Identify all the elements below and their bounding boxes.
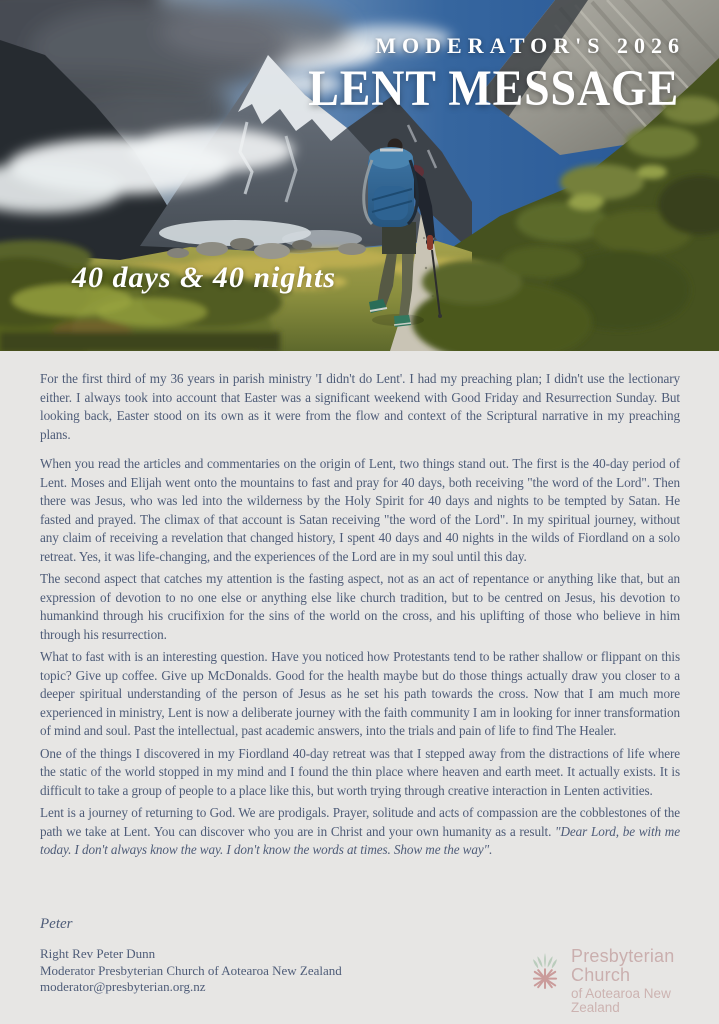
signature-role: Moderator Presbyterian Church of Aotearoa New Zealand — [40, 962, 342, 978]
hero-tagline: 40 days & 40 nights — [72, 261, 337, 294]
paragraph-3: The second aspect that catches my attention is the fasting aspect, not as an act of repentance or anything like that, but an expression of devotion to no one else or anything else like church tradition, but to be centred on Jesus, his devotion to humankind through his crucifixion for the sins of the world on the cross, and his uplifting of those who believe in him through his resurrection. — [40, 571, 680, 642]
paragraph-1: For the first third of my 36 years in parish ministry 'I didn't do Lent'. I had my preaching plan; I didn't use the lectionary either. I always took into account that Easter was a significant weekend with Good Friday and Resurrection Sunday. But looking back, Easter stood on its own as it were from the flow and context of the Scriptural narrative in my preaching plans. — [40, 371, 680, 442]
page-title: LENT MESSAGE — [308, 61, 679, 117]
paragraph-2: When you read the articles and commentaries on the origin of Lent, two things stand out. The first is the 40-day period of Lent. Moses and Elijah went onto the mountains to fast and pray for 40 days, both receiving "the word of the Lord". Then there was Jesus, who was led into the wilderness by the Holy Spirit for 40 days and nights to be tempted by Satan. He fasted and prayed. The climax of that account is Satan receiving "the word of the Lord". In my spiritual journey, without any claim of receiving a revelation that changed history, I spent 40 days and 40 nights in the wilds of Fiordland on a solo retreat. Yes, it was life-changing, and the experiences of the Lord are in my soul until this day. — [40, 456, 680, 564]
paragraph-5: One of the things I discovered in my Fiordland 40-day retreat was that I stepped away from the distractions of life where the static of the world stopped in my mind and I found the thin place where heaven and earth meet. It actually exists. It is difficult to take a group of people to a place like this, but worth trying through creative interaction in Lenten activities. — [40, 745, 680, 798]
burning-bush-logo-icon — [528, 950, 562, 992]
closing-prayer-quote: "Dear Lord, be with me today. I don't always know the way. I don't know the words at times. Show me the way". — [40, 823, 680, 857]
church-logo — [528, 947, 719, 1015]
signature-title: Right Rev Peter Dunn — [40, 946, 156, 961]
hero-image — [0, 0, 719, 351]
signature-email: moderator@presbyterian.org.nz — [40, 979, 206, 994]
logo-name: Presbyterian Church — [571, 946, 675, 985]
paragraph-6 — [40, 804, 680, 860]
hero-kicker: MODERATOR'S 2026 — [375, 33, 685, 58]
logo-subname: of Aotearoa New Zealand — [571, 985, 671, 1015]
signature-name: Peter — [40, 916, 73, 932]
paragraph-4: What to fast with is an interesting question. Have you noticed how Protestants tend to be rather shallow or flippant on this topic? Give up coffee. Give up McDonalds. Good for the health maybe but do those things actually draw you closer to a deeper spiritual understanding of the person of Jesus as he set his path towards the cross. Now that I am much more experienced in ministry, Lent is now a deliberate journey with the faith community I am in looking for inner transformation of mind and soul. Past the intellectual, past academic answers, into the trials and pain of life to find The Healer. — [40, 649, 680, 738]
closing-lead: Lent is a journey of returning to God. We are prodigals. Prayer, solitude and acts of compassion are the cobblestones of the path we take at Lent. You can discover who you are in Christ and your own humanity as a result. — [40, 805, 680, 839]
message-body — [40, 370, 680, 864]
signature-block — [40, 916, 342, 996]
